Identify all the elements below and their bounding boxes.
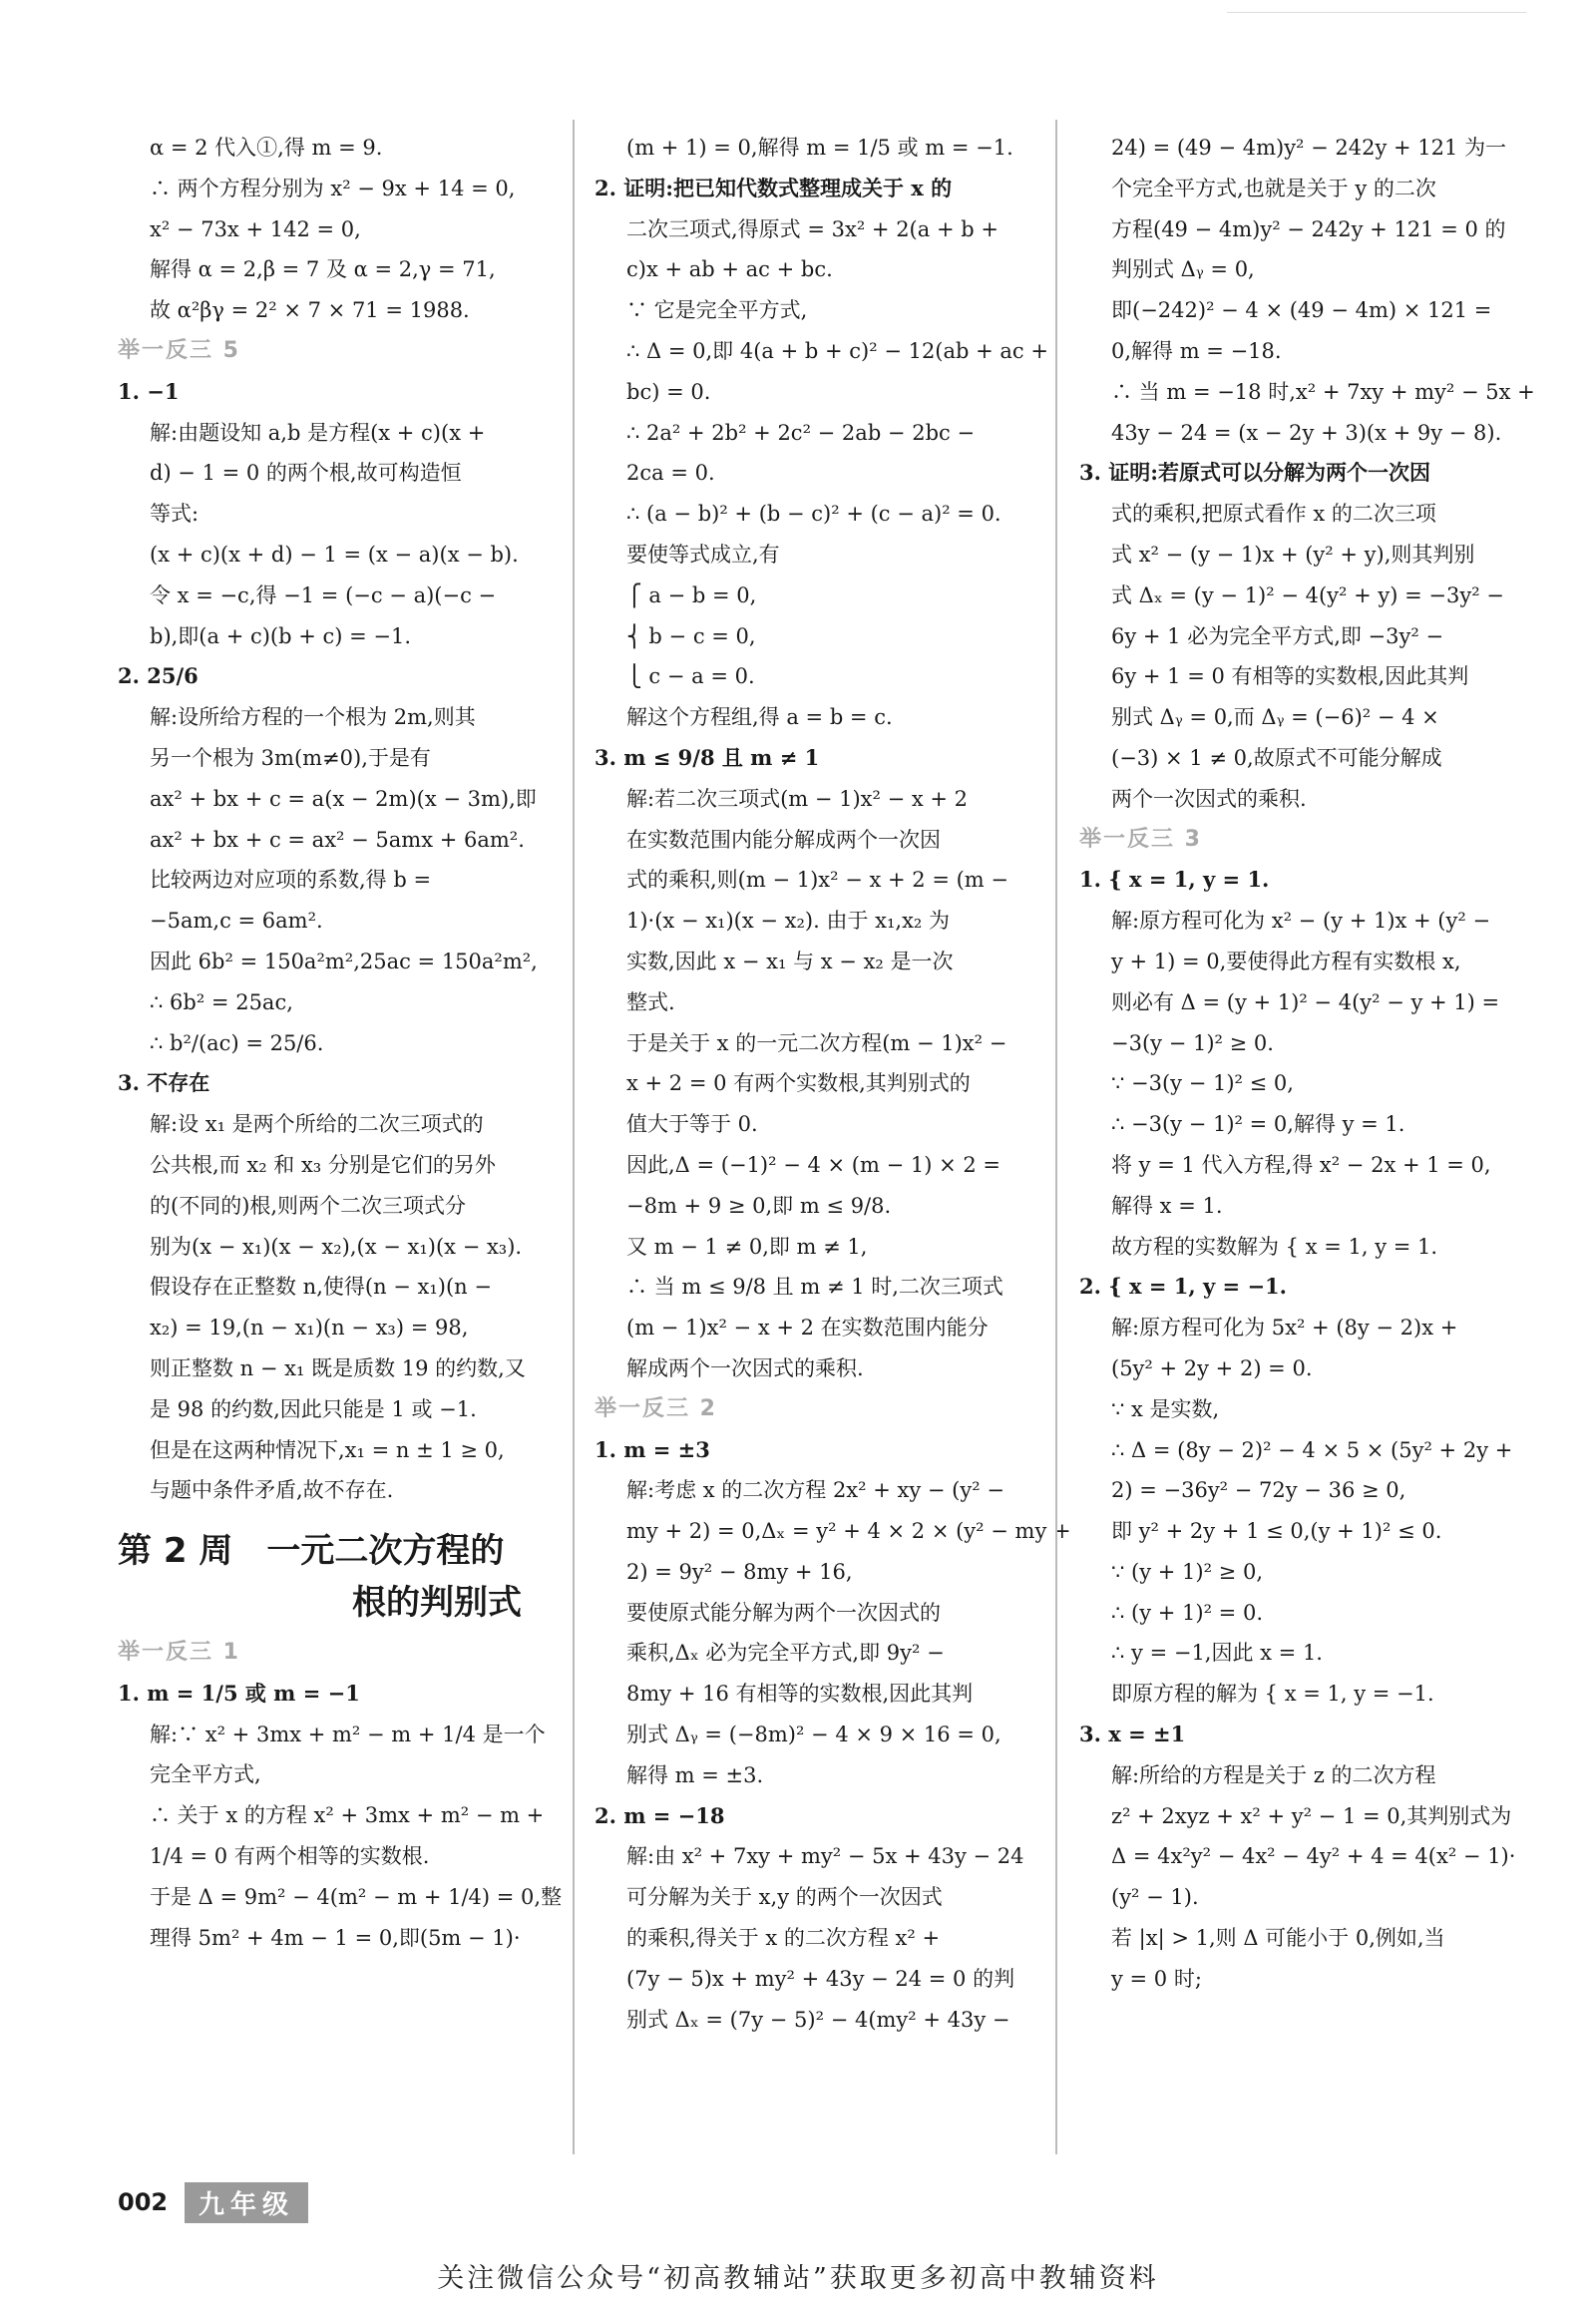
text-line: ax² + bx + c = ax² − 5amx + 6am². [150,827,525,852]
text-line: ∴ 关于 x 的方程 x² + 3mx + m² − m + [150,1803,545,1828]
text-line: (m − 1)x² − x + 2 在实数范围内能分 [626,1316,989,1341]
column-left-top [118,128,552,1511]
text-line: 将 y = 1 代入方程,得 x² − 2x + 1 = 0, [1111,1152,1491,1177]
text-line: ∴ Δ = (8y − 2)² − 4 × 5 × (5y² + 2y + [1111,1437,1513,1462]
text-line: 别为(x − x₁)(x − x₂),(x − x₁)(x − x₃). [150,1234,523,1259]
text-line: 在实数范围内能分解成两个一次因 [626,827,941,852]
column-right [1079,128,1535,2000]
text-line: (−3) × 1 ≠ 0,故原式不可能分解成 [1111,745,1442,770]
text-line: ∵ x 是实数, [1111,1396,1220,1421]
text-line: 即 y² + 2y + 1 ≤ 0,(y + 1)² ≤ 0. [1111,1519,1442,1544]
text-line: (7y − 5)x + my² + 43y − 24 = 0 的判 [626,1966,1015,1991]
text-line: ∴ 两个方程分别为 x² − 9x + 14 = 0, [150,176,516,200]
page-number: 002 [118,2188,169,2216]
text-line: ∵ (y + 1)² ≥ 0, [1111,1559,1263,1584]
text-line: 别式 Δᵧ = (−8m)² − 4 × 9 × 16 = 0, [626,1723,1001,1747]
text-line: 24) = (49 − 4m)y² − 242y + 121 为一 [1111,136,1507,160]
column-left-bottom [118,1633,563,1958]
text-line: 0,解得 m = −18. [1111,338,1282,363]
text-line: 解:由 x² + 7xy + my² − 5x + 43y − 24 [626,1844,1024,1869]
text-line: d) − 1 = 0 的两个根,故可构造恒 [150,461,462,486]
text-line: 于是 Δ = 9m² − 4(m² − m + 1/4) = 0,整 [150,1884,563,1909]
text-line: x + 2 = 0 有两个实数根,其判别式的 [626,1071,971,1096]
text-line: 2ca = 0. [626,461,715,486]
text-line: ∴ 6b² = 25ac, [150,989,293,1014]
section-heading: 举一反三 5 [118,337,240,363]
answer-item: 3. 证明:若原式可以分解为两个一次因 [1079,460,1430,486]
text-line: α = 2 代入①,得 m = 9. [150,136,383,160]
section-heading: 举一反三 1 [118,1640,240,1666]
text-line: 又 m − 1 ≠ 0,即 m ≠ 1, [626,1234,868,1259]
text-line: x² − 73x + 142 = 0, [150,216,361,241]
answer-item: 3. m ≤ 9/8 且 m ≠ 1 [595,744,820,770]
text-line: −8m + 9 ≥ 0,即 m ≤ 9/8. [626,1193,892,1218]
answer-item: 3. x = ±1 [1079,1722,1186,1747]
text-line: 因此,Δ = (−1)² − 4 × (m − 1) × 2 = [626,1152,1000,1177]
answer-item: 1. m = 1/5 或 m = −1 [118,1680,360,1706]
text-line: 解得 m = ±3. [626,1762,764,1787]
text-line: 即(−242)² − 4 × (49 − 4m) × 121 = [1111,298,1492,323]
text-line: 解:∵ x² + 3mx + m² − m + 1/4 是一个 [150,1722,546,1746]
text-line: 解这个方程组,得 a = b = c. [626,705,893,730]
text-line: 则必有 Δ = (y + 1)² − 4(y² − y + 1) = [1111,989,1500,1014]
column-divider [1055,120,1057,2154]
answer-item: 1. m = ±3 [595,1436,710,1462]
text-line: ∴ y = −1,因此 x = 1. [1111,1641,1323,1666]
grade-label: 九年级 [185,2182,308,2223]
text-line: 假设存在正整数 n,使得(n − x₁)(n − [150,1275,492,1300]
text-line: 是 98 的约数,因此只能是 1 或 −1. [150,1396,477,1421]
answer-item: 2. { x = 1, y = −1. [1079,1274,1287,1300]
text-line: ax² + bx + c = a(x − 2m)(x − 3m),即 [150,786,537,811]
text-line: 故 α²βγ = 2² × 7 × 71 = 1988. [150,298,470,323]
text-line: ∴ Δ = 0,即 4(a + b + c)² − 12(ab + ac + [626,338,1048,363]
text-line: 与题中条件矛盾,故不存在. [150,1478,394,1503]
text-line: 于是关于 x 的一元二次方程(m − 1)x² − [626,1030,1007,1055]
text-line: 1/4 = 0 有两个相等的实数根. [150,1844,430,1869]
text-line: ⎨ b − c = 0, [626,623,756,648]
text-line: 整式. [626,989,675,1014]
text-line: 两个一次因式的乘积. [1111,786,1307,811]
text-line: ⎩ c − a = 0. [626,664,755,689]
text-line: ⎧ a − b = 0, [626,582,757,607]
text-line: 个完全平方式,也就是关于 y 的二次 [1111,176,1436,200]
text-line: 1)·(x − x₁)(x − x₂). 由于 x₁,x₂ 为 [626,909,951,934]
text-line: 的乘积,得关于 x 的二次方程 x² + [626,1926,941,1951]
text-line: 式 x² − (y − 1)x + (y² + y),则其判别 [1111,542,1475,567]
text-line: 式的乘积,把原式看作 x 的二次三项 [1111,502,1436,527]
text-line: c)x + ab + ac + bc. [626,257,833,282]
text-line: ∴ 当 m ≤ 9/8 且 m ≠ 1 时,二次三项式 [626,1275,1003,1300]
week-heading [118,1525,552,1629]
text-line: 则正整数 n − x₁ 既是质数 19 的约数,又 [150,1355,526,1380]
text-line: ∵ −3(y − 1)² ≤ 0, [1111,1071,1294,1096]
text-line: 2) = −36y² − 72y − 36 ≥ 0, [1111,1478,1406,1503]
text-line: 完全平方式, [150,1762,261,1787]
text-line: 解:若二次三项式(m − 1)x² − x + 2 [626,786,969,811]
text-line: y + 1) = 0,要使得此方程有实数根 x, [1111,949,1461,973]
text-line: ∵ 它是完全平方式, [626,298,808,323]
text-line: y = 0 时; [1111,1966,1202,1991]
text-line: 别式 Δᵧ = 0,而 Δᵧ = (−6)² − 4 × [1111,705,1439,730]
text-line: my + 2) = 0,Δₓ = y² + 4 × 2 × (y² − my + [626,1519,1071,1544]
text-line: ∴ (a − b)² + (b − c)² + (c − a)² = 0. [626,502,1001,527]
text-line: 令 x = −c,得 −1 = (−c − a)(−c − [150,582,497,607]
text-line: 解:所给的方程是关于 z 的二次方程 [1111,1762,1436,1787]
text-line: 但是在这两种情况下,x₁ = n ± 1 ≥ 0, [150,1437,505,1462]
text-line: Δ = 4x²y² − 4x² − 4y² + 4 = 4(x² − 1)· [1111,1844,1516,1869]
text-line: 方程(49 − 4m)y² − 242y + 121 = 0 的 [1111,216,1506,241]
text-line: (m + 1) = 0,解得 m = 1/5 或 m = −1. [626,136,1013,160]
text-line: 式 Δₓ = (y − 1)² − 4(y² + y) = −3y² − [1111,582,1504,607]
top-rule [1227,12,1526,13]
text-line: −3(y − 1)² ≥ 0. [1111,1030,1274,1055]
text-line: ∴ −3(y − 1)² = 0,解得 y = 1. [1111,1112,1405,1137]
text-line: 乘积,Δₓ 必为完全平方式,即 9y² − [626,1641,945,1666]
text-line: 二次三项式,得原式 = 3x² + 2(a + b + [626,216,998,241]
text-line: 43y − 24 = (x − 2y + 3)(x + 9y − 8). [1111,420,1502,445]
answer-item: 2. 证明:把已知代数式整理成关于 x 的 [595,175,953,200]
text-line: 故方程的实数解为 { x = 1, y = 1. [1111,1234,1438,1259]
text-line: bc) = 0. [626,379,711,404]
text-line: 若 |x| > 1,则 Δ 可能小于 0,例如,当 [1111,1926,1445,1951]
text-line: 的(不同的)根,则两个二次三项式分 [150,1193,467,1218]
text-line: 解:由题设知 a,b 是方程(x + c)(x + [150,420,486,445]
text-line: ∴ 当 m = −18 时,x² + 7xy + my² − 5x + [1111,379,1535,404]
text-line: 8my + 16 有相等的实数根,因此其判 [626,1682,974,1707]
section-heading: 举一反三 2 [595,1395,717,1421]
text-line: 等式: [150,502,200,527]
text-line: −5am,c = 6am². [150,909,323,934]
answer-item: 2. 25/6 [118,663,199,689]
text-line: 即原方程的解为 { x = 1, y = −1. [1111,1682,1434,1707]
text-line: 2) = 9y² − 8my + 16, [626,1559,853,1584]
text-line: 公共根,而 x₂ 和 x₃ 分别是它们的另外 [150,1152,496,1177]
answer-item: 1. { x = 1, y = 1. [1079,867,1270,893]
text-line: 解得 α = 2,β = 7 及 α = 2,γ = 71, [150,257,496,282]
text-line: 因此 6b² = 150a²m²,25ac = 150a²m², [150,949,538,973]
section-heading: 举一反三 3 [1079,826,1202,852]
answer-item: 3. 不存在 [118,1070,210,1096]
week-subtitle: 根的判别式 [352,1583,522,1624]
text-line: 式的乘积,则(m − 1)x² − x + 2 = (m − [626,868,1008,893]
text-line: 解成两个一次因式的乘积. [626,1355,864,1380]
text-line: 解:设所给方程的一个根为 2m,则其 [150,705,476,730]
text-line: ∴ 2a² + 2b² + 2c² − 2ab − 2bc − [626,420,976,445]
column-middle [595,128,1071,2040]
text-line: 解:设 x₁ 是两个所给的二次三项式的 [150,1112,484,1137]
text-line: 解得 x = 1. [1111,1193,1223,1218]
column-left [118,128,563,1958]
text-line: 实数,因此 x − x₁ 与 x − x₂ 是一次 [626,949,954,973]
text-line: x₂) = 19,(n − x₁)(n − x₃) = 98, [150,1316,469,1341]
text-line: (x + c)(x + d) − 1 = (x − a)(x − b). [150,542,519,567]
text-line: 6y + 1 = 0 有相等的实数根,因此其判 [1111,664,1469,689]
text-line: 比较两边对应项的系数,得 b = [150,868,432,893]
column-divider [573,120,575,2154]
text-line: ∴ (y + 1)² = 0. [1111,1600,1263,1625]
text-line: 理得 5m² + 4m − 1 = 0,即(5m − 1)· [150,1925,521,1950]
text-line: 别式 Δₓ = (7y − 5)² − 4(my² + 43y − [626,2007,1010,2032]
text-line: 6y + 1 必为完全平方式,即 −3y² − [1111,623,1444,648]
text-line: (5y² + 2y + 2) = 0. [1111,1355,1313,1380]
text-line: 可分解为关于 x,y 的两个一次因式 [626,1885,943,1910]
text-line: 要使原式能分解为两个一次因式的 [626,1600,941,1625]
text-line: (y² − 1). [1111,1885,1199,1910]
answer-item: 2. m = −18 [595,1802,725,1828]
text-line: 另一个根为 3m(m≠0),于是有 [150,745,431,770]
text-line: z² + 2xyz + x² + y² − 1 = 0,其判别式为 [1111,1803,1512,1828]
footer-note: 关注微信公众号“初高教辅站”获取更多初高中教辅资料 [437,2263,1159,2294]
text-line: b),即(a + c)(b + c) = −1. [150,623,412,648]
text-line: 要使等式成立,有 [626,542,780,567]
answer-item: 1. −1 [118,378,180,404]
text-line: ∴ b²/(ac) = 25/6. [150,1030,324,1055]
text-line: 解:考虑 x 的二次方程 2x² + xy − (y² − [626,1478,1004,1503]
text-line: 值大于等于 0. [626,1112,758,1137]
text-line: 解:原方程可化为 x² − (y + 1)x + (y² − [1111,909,1491,934]
text-line: 解:原方程可化为 5x² + (8y − 2)x + [1111,1316,1458,1341]
text-line: 判别式 Δᵧ = 0, [1111,257,1255,282]
week-title: 第 2 周 一元二次方程的 [118,1531,505,1572]
